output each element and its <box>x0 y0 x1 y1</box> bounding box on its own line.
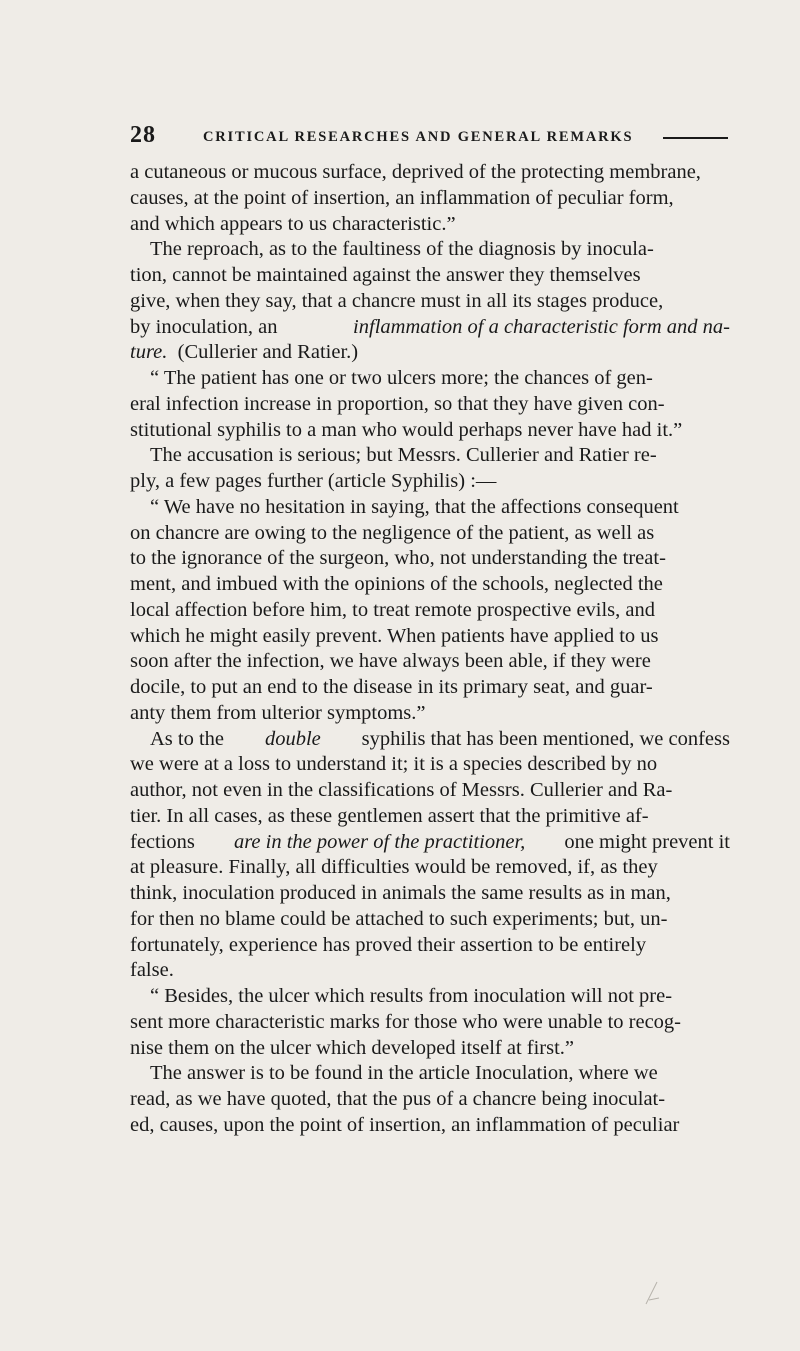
text-line: stitutional syphilis to a man who would perhaps never have had it.” <box>130 418 683 441</box>
text-line: we were at a loss to understand it; it is a species described by no <box>130 753 658 776</box>
emphasis-text: are in the power of the practitioner, <box>233 830 526 853</box>
emphasis-text: inflammation of a characteristic form and na- <box>353 315 730 338</box>
text-line: false. <box>130 959 174 982</box>
text-line: “ The patient has one or two ulcers more; the chances of gen- <box>150 367 653 389</box>
running-head: CRITICAL RESEARCHES AND GENERAL REMARKS <box>203 129 634 145</box>
text-line: to the ignorance of the surgeon, who, not understanding the treat- <box>130 547 666 570</box>
text-line: give, when they say, that a chancre must in all its stages produce, <box>130 289 664 312</box>
text-line: a cutaneous or mucous surface, deprived of the protecting membrane, <box>130 161 701 183</box>
text-line: which he might easily prevent. When patients have applied to us <box>130 624 659 647</box>
text-line: author, not even in the classifications of Messrs. Cullerier and Ra- <box>130 779 673 801</box>
text-line: tier. In all cases, as these gentlemen assert that the primitive af- <box>130 804 649 827</box>
text-line: ed, causes, upon the point of insertion, an inflammation of peculiar <box>130 1113 680 1136</box>
page-header <box>130 122 770 152</box>
text-line: ply, a few pages further (article Syphilis) :— <box>130 470 497 492</box>
page-number: 28 <box>130 122 156 148</box>
text-line: think, inoculation produced in animals the same results as in man, <box>130 882 671 904</box>
text-line: at pleasure. Finally, all difficulties would be removed, if, as they <box>130 856 658 879</box>
text-line: by inoculation, an inflammation of a characteristic form and na- <box>130 315 730 341</box>
text-line: fortunately, experience has proved their assertion to be entirely <box>130 933 647 956</box>
text-line: tion, cannot be maintained against the answer they themselves <box>130 264 641 286</box>
text-line: The answer is to be found in the article Inoculation, where we <box>150 1062 658 1085</box>
text-line: “ We have no hesitation in saying, that the affections consequent <box>150 495 679 518</box>
text-line: docile, to put an end to the disease in its primary seat, and guar- <box>130 676 653 698</box>
emphasis-text: ture. <box>130 341 168 364</box>
text-line: eral infection increase in proportion, so that they have given con- <box>130 392 665 415</box>
text-line: for then no blame could be attached to such experiments; but, un- <box>130 907 668 930</box>
pencil-mark <box>642 1278 662 1306</box>
text-line: sent more characteristic marks for those who were unable to recog- <box>130 1010 681 1033</box>
text-line: fections are in the power of the practitioner, one might prevent it <box>130 830 730 856</box>
text-line: and which appears to us characteristic.” <box>130 212 456 235</box>
text-line: The reproach, as to the faultiness of the diagnosis by inocula- <box>150 238 654 261</box>
header-rule <box>663 137 728 139</box>
text-line: anty them from ulterior symptoms.” <box>130 701 426 724</box>
text-line: ment, and imbued with the opinions of the schools, neglected the <box>130 573 663 595</box>
text-line: local affection before him, to treat remote prospective evils, and <box>130 598 656 621</box>
text-line: nise them on the ulcer which developed itself at first.” <box>130 1036 575 1059</box>
emphasis-text: double <box>264 727 321 750</box>
text-line: As to the double syphilis that has been mentioned, we confess <box>130 727 730 753</box>
text-line: causes, at the point of insertion, an inflammation of peculiar form, <box>130 186 674 209</box>
text-line: soon after the infection, we have always been able, if they were <box>130 650 651 673</box>
text-line: “ Besides, the ulcer which results from inoculation will not pre- <box>150 985 673 1007</box>
text-line: read, as we have quoted, that the pus of a chancre being inoculat- <box>130 1088 666 1110</box>
text-line: ture. (Cullerier and Ratier.) <box>130 340 730 366</box>
text-line: The accusation is serious; but Messrs. Cullerier and Ratier re- <box>150 444 657 467</box>
text-line: on chancre are owing to the negligence of the patient, as well as <box>130 521 655 544</box>
body-text <box>130 160 730 1139</box>
